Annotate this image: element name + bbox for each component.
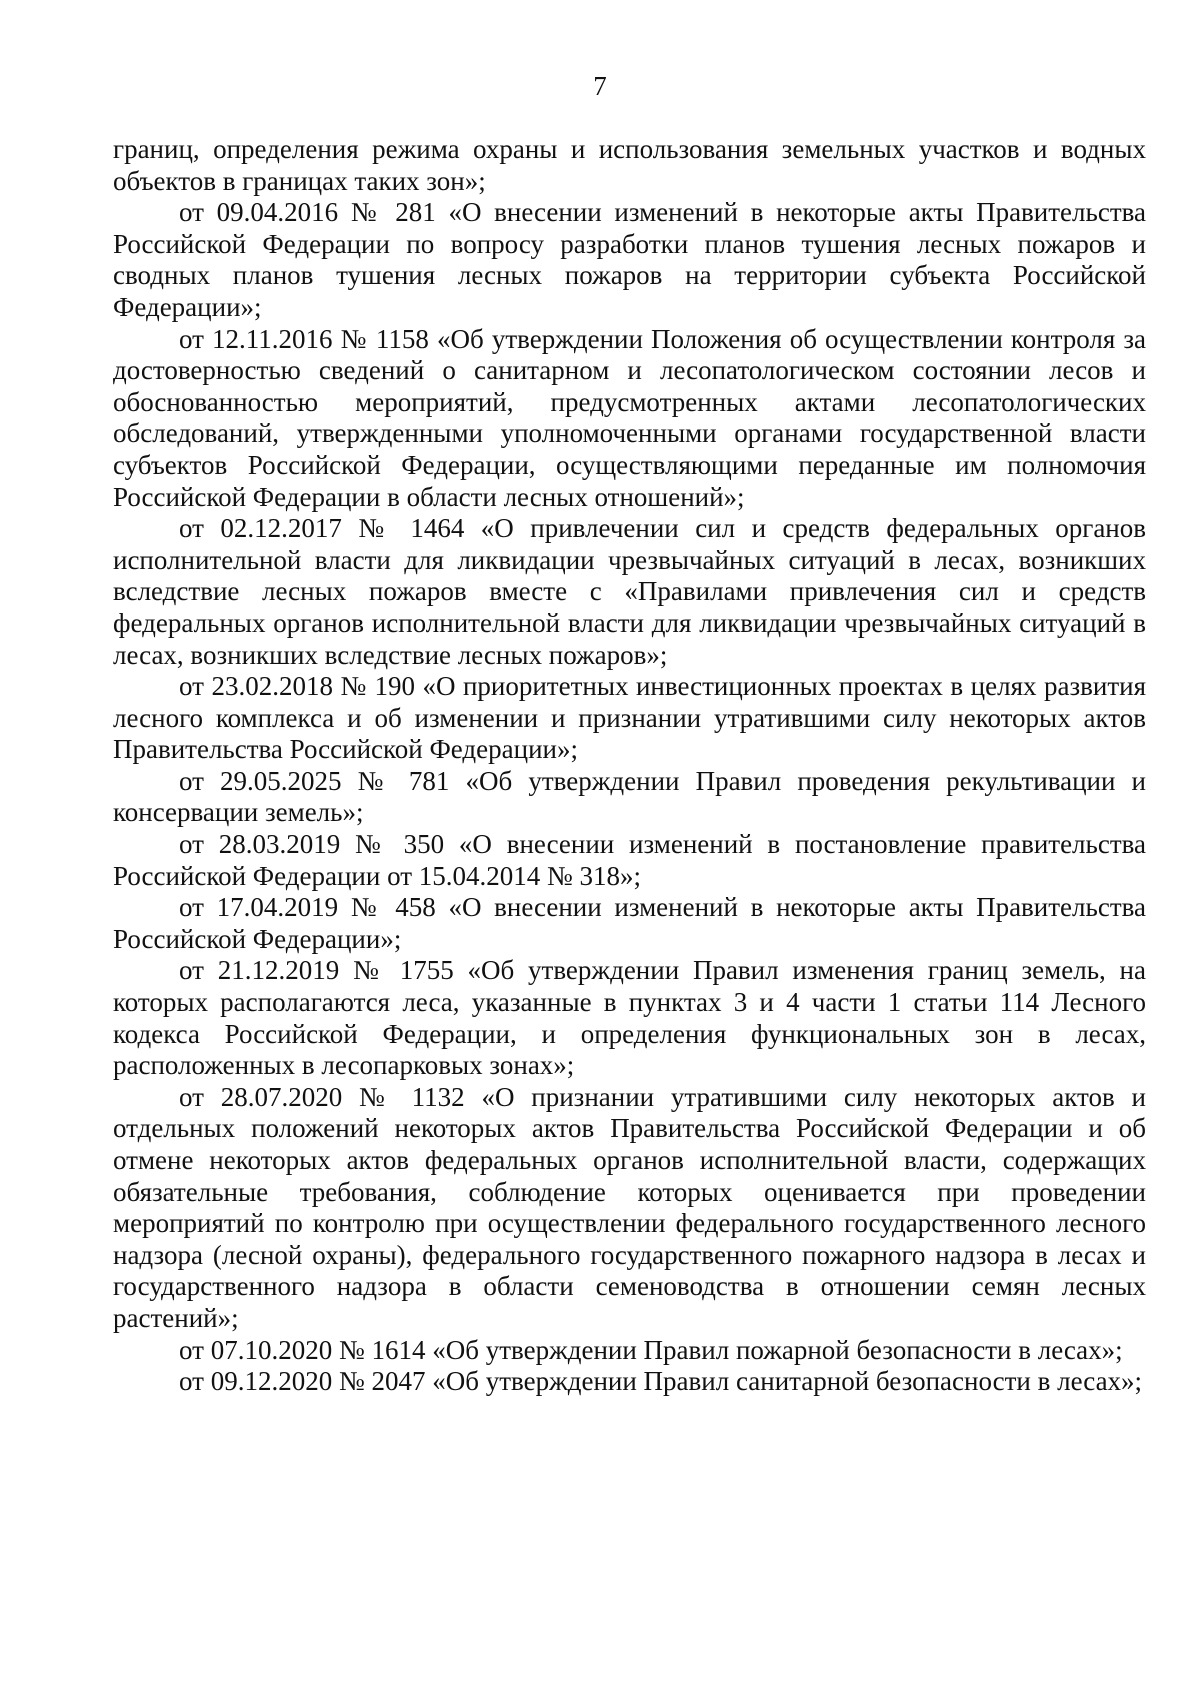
paragraph-decree-1464: от 02.12.2017 № 1464 «О привлечении сил и средств федеральных органов исполнительной власти для ликвидации чрезвычайных ситуаций в лесах, возникших вследствие лесных пожаров вместе с «Правилами привлечения сил и средств федеральных органов исполнительной власти для ликвидации чрезвычайных ситуаций в лесах, возникших вследствие лесных пожаров»; [113,513,1146,670]
paragraph-decree-190: от 23.02.2018 № 190 «О приоритетных инвестиционных проектах в целях развития лесного комплекса и об изменении и признании утратившими силу некоторых актов Правительства Российской Федерации»; [113,671,1146,765]
paragraph-continuation: границ, определения режима охраны и использования земельных участков и водных объектов в границах таких зон»; [113,134,1146,196]
paragraph-decree-2047: от 09.12.2020 № 2047 «Об утверждении Правил санитарной безопасности в лесах»; [179,1366,1143,1397]
document-body [113,134,1146,1398]
paragraph-decree-281: от 09.04.2016 № 281 «О внесении изменений в некоторые акты Правительства Российской Федерации по вопросу разработки планов тушения лесных пожаров и сводных планов тушения лесных пожаров на территории субъекта Российской Федерации»; [113,197,1146,322]
paragraph-decree-1158: от 12.11.2016 № 1158 «Об утверждении Положения об осуществлении контроля за достоверностью сведений о санитарном и лесопатологическом состоянии лесов и обоснованностью мероприятий, предусмотренных актами лесопатологических обследований, утвержденными уполномоченными органами государственной власти субъектов Российской Федерации, осуществляющими переданные им полномочия Российской Федерации в области лесных отношений»; [113,323,1146,512]
page-number: 7 [593,71,607,101]
paragraph-decree-1755: от 21.12.2019 № 1755 «Об утверждении Правил изменения границ земель, на которых располагаются леса, указанные в пунктах 3 и 4 части 1 статьи 114 Лесного кодекса Российской Федерации, и определения функциональных зон в лесах, расположенных в лесопарковых зонах»; [113,955,1146,1081]
paragraph-decree-350: от 28.03.2019 № 350 «О внесении изменений в постановление правительства Российской Федерации от 15.04.2014 № 318»; [113,829,1146,891]
paragraph-decree-458: от 17.04.2019 № 458 «О внесении изменений в некоторые акты Правительства Российской Федерации»; [113,892,1146,954]
paragraph-decree-781: от 29.05.2025 № 781 «Об утверждении Правил проведения рекультивации и консервации земель»; [113,765,1146,828]
paragraph-decree-1132: от 28.07.2020 № 1132 «О признании утратившими силу некоторых актов и отдельных положений некоторых актов Правительства Российской Федерации и об отмене некоторых актов федеральных органов исполнительной власти, содержащих обязательные требования, соблюдение которых оценивается при проведении мероприятий по контролю при осуществлении федерального государственного лесного надзора (лесной охраны), федерального государственного пожарного надзора в лесах и государственного надзора в области семеноводства в отношении семян лесных растений»; [113,1081,1146,1333]
paragraph-decree-1614: от 07.10.2020 № 1614 «Об утверждении Правил пожарной безопасности в лесах»; [179,1334,1123,1365]
